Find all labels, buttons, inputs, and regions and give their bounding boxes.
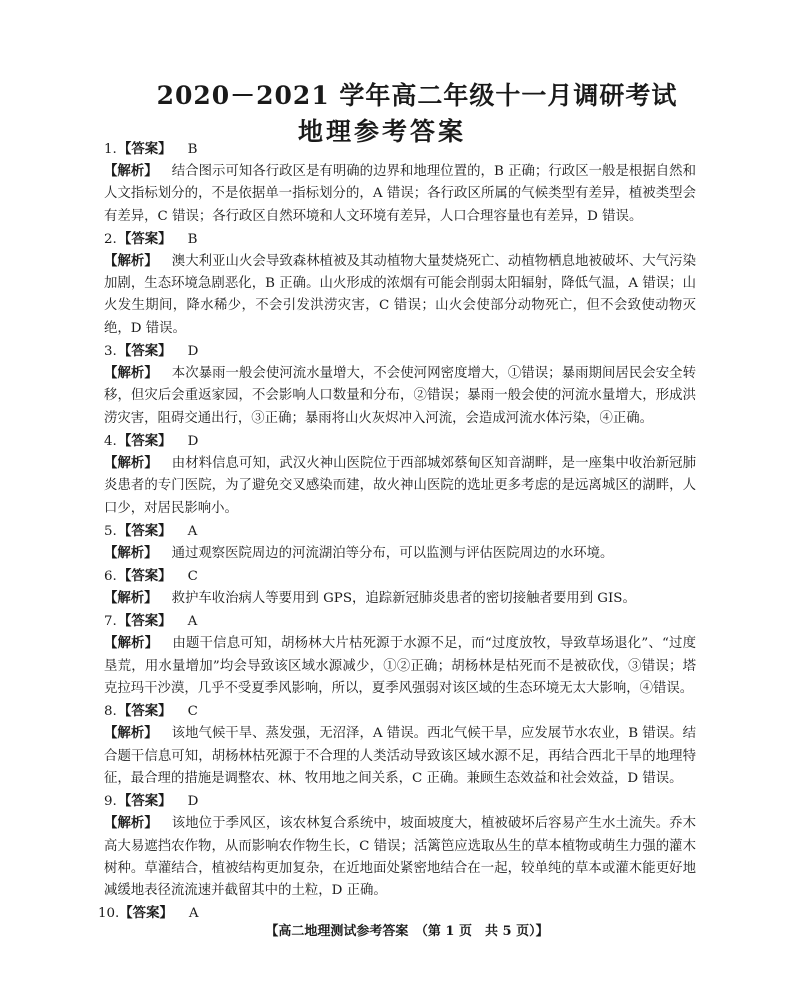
analysis-text: 救护车收治病人等要用到 GPS，追踪新冠肺炎患者的密切接触者要用到 GIS。 bbox=[171, 591, 636, 607]
question-item bbox=[104, 565, 696, 610]
analysis-paragraph bbox=[104, 362, 696, 430]
question-number: 3. bbox=[104, 344, 117, 360]
answer-line bbox=[104, 520, 696, 542]
answer-value: B bbox=[187, 142, 198, 157]
page-subtitle: 地理参考答案 bbox=[297, 117, 466, 146]
analysis-paragraph bbox=[104, 452, 696, 520]
answer-value: A bbox=[187, 614, 198, 630]
answer-value: D bbox=[187, 794, 199, 810]
analysis-text: 澳大利亚山火会导致森林植被及其动植物大量焚烧死亡、动植物栖息地被破坏、大气污染加剧，生态环境急剧恶化，B 正确。山火形成的浓烟有可能会削弱太阳辐射，降低气温，A 错误；山火发生期间，降水稀少，不会引发洪涝灾害，C 错误；山火会使部分动物死亡，但不会致使动物灭绝，D 错误。 bbox=[104, 253, 697, 336]
analysis-text: 由材料信息可知，武汉火神山医院位于西部城郊蔡甸区知音湖畔，是一座集中收治新冠肺炎患者的专门医院，为了避免交叉感染而建，故火神山医院的选址更多考虑的是远离城区的湖畔，人口少，对居民影响小。 bbox=[104, 455, 697, 516]
analysis-paragraph bbox=[104, 812, 696, 902]
analysis-paragraph bbox=[104, 542, 696, 565]
question-item bbox=[104, 700, 696, 790]
answer-value: D bbox=[187, 344, 199, 360]
analysis-paragraph bbox=[104, 587, 696, 610]
answer-line bbox=[104, 430, 696, 452]
analysis-paragraph bbox=[104, 250, 696, 340]
question-number: 5. bbox=[104, 523, 117, 539]
answer-label: 【答案】 bbox=[118, 141, 172, 157]
analysis-label: 【解析】 bbox=[104, 252, 158, 269]
answer-line bbox=[104, 700, 696, 722]
answer-line bbox=[104, 790, 696, 812]
question-item bbox=[104, 790, 696, 902]
question-number: 8. bbox=[104, 704, 117, 720]
analysis-label: 【解析】 bbox=[104, 163, 158, 179]
analysis-paragraph bbox=[104, 160, 696, 228]
answer-line bbox=[104, 138, 696, 160]
answer-value: C bbox=[187, 569, 198, 585]
answer-value: B bbox=[187, 231, 198, 247]
answer-label: 【答案】 bbox=[118, 230, 172, 247]
answer-label: 【答案】 bbox=[119, 905, 173, 922]
analysis-text: 通过观察医院周边的河流湖泊等分布，可以监测与评估医院周边的水环境。 bbox=[171, 545, 614, 561]
question-item bbox=[104, 138, 696, 228]
question-number: 9. bbox=[104, 794, 117, 810]
analysis-paragraph bbox=[104, 632, 696, 700]
answer-list bbox=[98, 138, 697, 924]
answer-label: 【答案】 bbox=[118, 793, 172, 810]
analysis-label: 【解析】 bbox=[104, 725, 158, 742]
analysis-label: 【解析】 bbox=[104, 815, 158, 832]
question-number: 1. bbox=[104, 142, 117, 157]
answer-value: C bbox=[187, 704, 198, 720]
answer-value: A bbox=[187, 523, 198, 539]
page-footer: 【高二地理测试参考答案 （第 1 页 共 5 页）】 bbox=[265, 924, 549, 939]
answer-label: 【答案】 bbox=[118, 613, 172, 630]
question-number: 2. bbox=[104, 231, 117, 247]
analysis-text: 该地位于季风区，该农林复合系统中，坡面坡度大，植被破坏后容易产生水土流失。乔木高大易遮挡农作物，从而影响农作物生长，C 错误；活篱笆应选取丛生的草本植物或萌生力强的灌木树种。草灌结合，植被结构更加复杂，在近地面处紧密地结合在一起，较单纯的草本或灌木能更好地减缓地表径流流速并截留其中的土粒，D 正确。 bbox=[104, 816, 697, 899]
analysis-label: 【解析】 bbox=[104, 635, 159, 652]
answer-label: 【答案】 bbox=[118, 568, 172, 585]
answer-line bbox=[104, 565, 696, 587]
analysis-label: 【解析】 bbox=[104, 544, 158, 561]
answer-line bbox=[104, 340, 696, 362]
question-number: 7. bbox=[104, 614, 117, 630]
analysis-text: 结合图示可知各行政区是有明确的边界和地理位置的，B 正确；行政区一般是根据自然和人文指标划分的，不是依据单一指标划分的，A 错误；各行政区所属的气候类型有差异，植被类型会有差异，C 错误；各行政区自然环境和人文环境有差异，人口合理容量也有差异，D 错误。 bbox=[104, 164, 696, 224]
answer-label: 【答案】 bbox=[118, 703, 172, 720]
answer-line bbox=[104, 228, 696, 250]
answer-label: 【答案】 bbox=[118, 343, 172, 360]
question-number: 10. bbox=[98, 906, 120, 922]
analysis-text: 该地气候干旱、蒸发强，无沼泽，A 错误。西北气候干旱，应发展节水农业，B 错误。结合题干信息可知，胡杨林枯死源于不合理的人类活动导致该区域水源不足，再结合西北干旱的地理特征，最合理的措施是调整农、林、牧用地之间关系，C 正确。兼顾生态效益和社会效益，D 错误。 bbox=[104, 726, 696, 786]
question-number: 4. bbox=[104, 433, 117, 449]
question-item bbox=[104, 430, 696, 520]
answer-label: 【答案】 bbox=[118, 522, 172, 539]
analysis-label: 【解析】 bbox=[104, 454, 158, 471]
analysis-label: 【解析】 bbox=[104, 590, 158, 607]
analysis-label: 【解析】 bbox=[104, 365, 158, 382]
analysis-text: 由题干信息可知，胡杨林大片枯死源于水源不足，而“过度放牧，导致草场退化”、“过度垦荒，用水量增加”均会导致该区域水源减少，①②正确；胡杨林是枯死而不是被砍伐，③错误；塔克拉玛干沙漠，几乎不受夏季风影响，所以，夏季风强弱对该区域的生态环境无太大影响，④错误。 bbox=[104, 636, 696, 697]
question-item bbox=[104, 228, 696, 340]
page-title: 2020－2021 学年高二年级十一月调研考试 bbox=[156, 81, 678, 110]
analysis-text: 本次暴雨一般会使河流水量增大，不会使河网密度增大，①错误；暴雨期间居民会安全转移，但灾后会重返家园，不会影响人口数量和分布，②错误；暴雨一般会使的河流水量增大，形成洪涝灾害，阻碍交通出行，③正确；暴雨将山火灰烬冲入河流，会造成河流水体污染，④正确。 bbox=[104, 366, 697, 426]
answer-line bbox=[104, 610, 696, 632]
answer-label: 【答案】 bbox=[118, 432, 172, 449]
answer-value: D bbox=[187, 433, 199, 449]
answer-value: A bbox=[188, 906, 199, 922]
question-item bbox=[104, 520, 696, 565]
analysis-paragraph bbox=[104, 722, 696, 790]
question-item bbox=[104, 610, 696, 700]
question-item bbox=[104, 340, 696, 430]
question-number: 6. bbox=[104, 569, 117, 585]
